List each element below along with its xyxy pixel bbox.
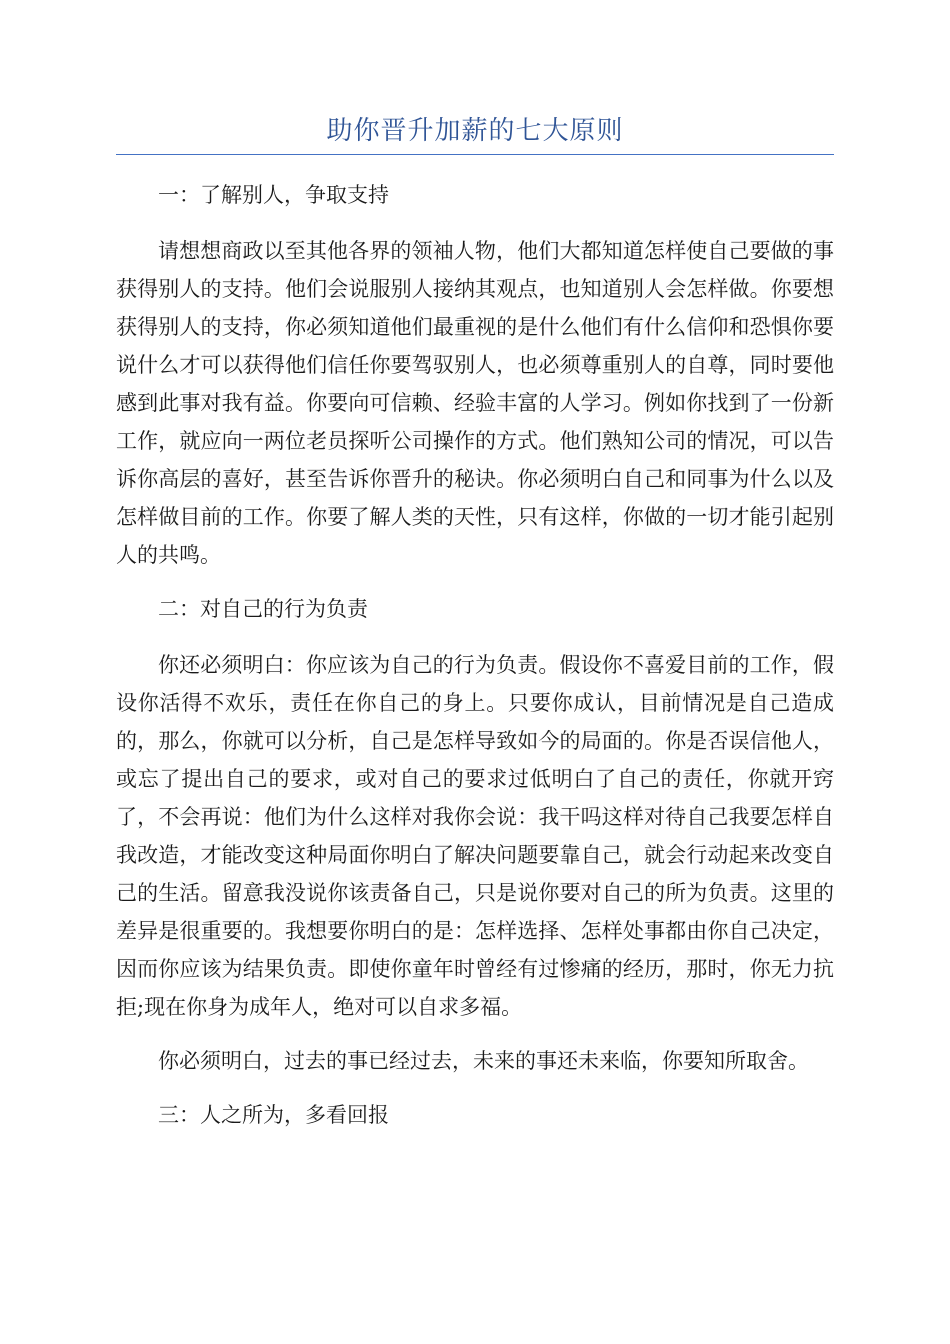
body-paragraph: 你必须明白，过去的事已经过去，未来的事还未来临，你要知所取舍。 <box>158 1049 809 1073</box>
title-underline <box>116 154 834 155</box>
document-body <box>116 176 834 1152</box>
section-heading: 三：人之所为，多看回报 <box>158 1103 389 1127</box>
body-paragraph: 你还必须明白：你应该为自己的行为负责。假设你不喜爱目前的工作，假设你活得不欢乐，责任在你自己的身上。只要你成认，目前情况是自己造成的，那么，你就可以分析，自己是怎样导致如今的局面的。你是否误信他人，或忘了提出自己的要求，或对自己的要求过低明白了自己的责任，你就开窍了，不会再说：他们为什么这样对我你会说：我干吗这样对待自己我要怎样自我改造，才能改变这种局面你明白了解决问题要靠自己，就会行动起来改变自己的生活。留意我没说你该责备自己，只是说你要对自己的所为负责。这里的差异是很重要的。我想要你明白的是：怎样选择、怎样处事都由你自己决定，因而你应该为结果负责。即使你童年时曾经有过惨痛的经历，那时，你无力抗拒;现在你身为成年人，绝对可以自求多福。 <box>116 653 834 1019</box>
section-heading: 一：了解别人，争取支持 <box>158 183 389 207</box>
section-heading: 二：对自己的行为负责 <box>158 597 368 621</box>
document-title: 助你晋升加薪的七大原则 <box>326 116 624 146</box>
body-paragraph: 请想想商政以至其他各界的领袖人物，他们大都知道怎样使自己要做的事获得别人的支持。他们会说服别人接纳其观点，也知道别人会怎样做。你要想获得别人的支持，你必须知道他们最重视的是什么他们有什么信仰和恐惧你要说什么才可以获得他们信任你要驾驭别人，也必须尊重别人的自尊，同时要他感到此事对我有益。你要向可信赖、经验丰富的人学习。例如你找到了一份新工作，就应向一两位老员探听公司操作的方式。他们熟知公司的情况，可以告诉你高层的喜好，甚至告诉你晋升的秘诀。你必须明白自己和同事为什么以及怎样做目前的工作。你要了解人类的天性，只有这样，你做的一切才能引起别人的共鸣。 <box>116 239 834 567</box>
